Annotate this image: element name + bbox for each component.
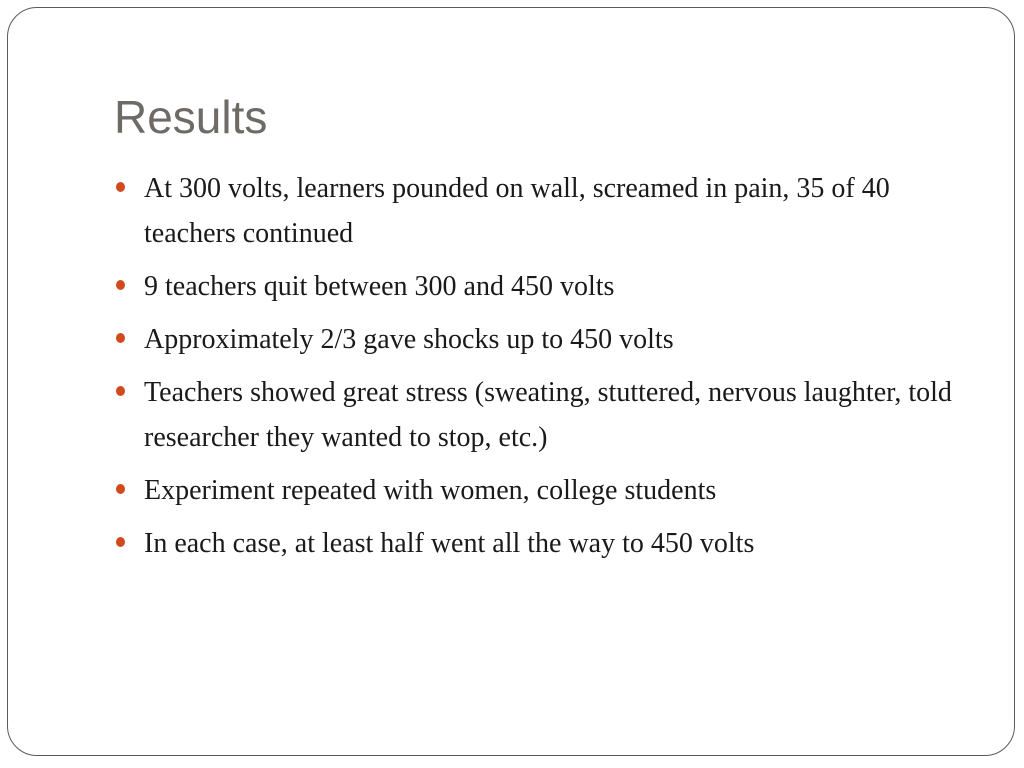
bullet-dot-icon bbox=[116, 386, 125, 396]
bullet-dot-icon bbox=[116, 333, 125, 343]
bullet-text: At 300 volts, learners pounded on wall, screamed in pain, 35 of 40 teachers continued bbox=[144, 173, 890, 249]
bullet-item bbox=[114, 317, 964, 362]
bullet-dot-icon bbox=[116, 537, 125, 547]
bullet-text: Teachers showed great stress (sweating, stuttered, nervous laughter, told researcher they wanted to stop, etc.) bbox=[144, 377, 952, 453]
bullet-text: Experiment repeated with women, college students bbox=[144, 475, 717, 506]
bullet-text: Approximately 2/3 gave shocks up to 450 volts bbox=[144, 324, 674, 355]
bullet-dot-icon bbox=[116, 182, 125, 192]
bullet-list bbox=[114, 166, 964, 574]
bullet-text: 9 teachers quit between 300 and 450 volts bbox=[144, 271, 615, 302]
bullet-item bbox=[114, 468, 964, 513]
bullet-text: In each case, at least half went all the way to 450 volts bbox=[144, 528, 755, 559]
bullet-dot-icon bbox=[116, 484, 125, 494]
bullet-item bbox=[114, 370, 964, 460]
bullet-item bbox=[114, 264, 964, 309]
bullet-dot-icon bbox=[116, 280, 125, 290]
slide-title: Results bbox=[114, 91, 268, 143]
bullet-item bbox=[114, 166, 964, 256]
bullet-item bbox=[114, 521, 964, 566]
